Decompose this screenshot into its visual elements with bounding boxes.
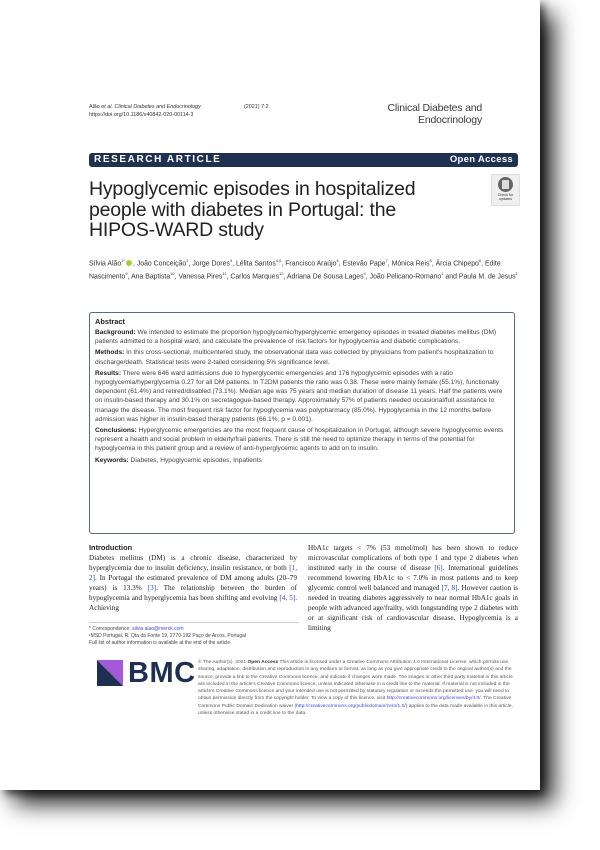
- correspondence-label: * Correspondence:: [89, 626, 133, 632]
- abstract-keywords: [95, 456, 509, 465]
- public-domain-link[interactable]: http://creativecommons.org/publicdomain/zero/1.0/: [296, 703, 406, 709]
- abstract-heading: Abstract: [95, 317, 125, 326]
- author-name[interactable]: Carlos Marques: [230, 273, 280, 281]
- section-label: Methods:: [95, 349, 125, 357]
- author-affiliation-number: 11: [222, 270, 227, 276]
- license-text: [198, 659, 520, 717]
- section-text: We intended to estimate the proportion hypoglycemic/hyperglycemic emergency episodes in treated diabetes mellitus (DM) patients admitted to a hospital ward, and calculate the prevalence of risk factors for hypoglycemia and diabetic complications.: [95, 329, 497, 346]
- affiliation: ¹MSD Portugal, R. Qta da Fonte 19, 2770-192 Paço de Arcos, Portugal: [89, 633, 247, 639]
- reference-link[interactable]: [4, 5]: [279, 594, 296, 602]
- abstract-methods: [95, 348, 509, 366]
- author-affiliation-number: 3: [229, 258, 233, 263]
- article-title: Hypoglycemic episodes in hospitalized people with diabetes in Portugal: the HIPOS-WARD study: [89, 178, 416, 241]
- author-and: and: [445, 273, 457, 281]
- author-name[interactable]: Edite Nascimento: [89, 260, 501, 281]
- author-affiliation-number: 7: [385, 258, 388, 263]
- author-affiliation-number: 2: [186, 258, 189, 263]
- body-text: . However caution is needed in treating diabetes aggressively to near normal HbA1c goals in people with advanced age/frailty, with longstanding type 2 diabetes with or at significant risk of cardiovascular disease. Hypoglycemia is a limiting: [308, 584, 518, 632]
- license-body: ) applies to the data made available in this article, unless otherwise stated in a credit line to the data.: [198, 703, 513, 717]
- author-name[interactable]: Ana Baptista: [131, 273, 171, 281]
- license-body: This article is licensed under a Creative Commons Attribution 4.0 International License, which permits use, sharing, adaptation, distribution and reproduction in any medium or format, as long as you give appropriate credit to the original author(s) and the source, provide a link to the Creative Commons licence, and indicate if changes were made. The images or other third party material in this article are included in the article's Creative Commons licence, unless indicated otherwise in a credit line to the material. If material is not included in the article's Creative Commons licence and your intended use is not permitted by statutory regulation or exceeds the permitted use, you will need to obtain permission directly from the copyright holder. To view a copy of this licence, visit: [198, 660, 513, 702]
- reference-link[interactable]: [3]: [147, 584, 157, 592]
- check-for-updates-label: [492, 193, 519, 201]
- author-affiliation-number: 10: [170, 270, 175, 276]
- intro-text: . In Portugal the estimated prevalence of DM among adults (20–79 years) is 13.3%: [89, 574, 297, 592]
- section-label: Results:: [95, 369, 122, 377]
- bmc-logo-square-icon: [97, 660, 123, 686]
- reference-link[interactable]: [1, 2]: [89, 564, 297, 582]
- check-for-label: Check for: [497, 193, 514, 197]
- correspondence-footnote: [89, 622, 299, 647]
- author-affiliation-number: 1*: [121, 258, 125, 263]
- intro-text: Diabetes mellitus (DM) is a chronic disease, characterized by hyperglycemia due to insulin deficiency, insulin resistance, or both: [89, 554, 297, 572]
- open-access-label: Open Access: [449, 154, 513, 165]
- section-text: In this cross-sectional, multicentered study, the observational data was collected by physicians from patient's hospitalization to discharge/death. Statistical tests were 2-tailed considering 5% significance level.: [95, 349, 494, 366]
- author-affiliation-number: 12: [279, 270, 284, 276]
- journal-name: [388, 103, 482, 126]
- orcid-icon[interactable]: [126, 260, 132, 266]
- author-name[interactable]: Mónica Reis: [391, 260, 430, 268]
- reference-link[interactable]: [7, 8]: [441, 584, 458, 592]
- copyright: © The Author(s). 2021: [198, 660, 248, 665]
- author-info-note: Full list of author information is available at the end of the article: [89, 640, 231, 646]
- author-affiliation-number: 1: [441, 270, 444, 276]
- introduction-heading: Introduction: [89, 543, 133, 552]
- section-text: Diabetes, Hypoglycemic episodes, Inpatients: [128, 456, 262, 464]
- citation-header: [89, 104, 201, 119]
- abstract-box: [89, 312, 515, 534]
- right-column: [308, 543, 518, 633]
- journal-name-line1: Clinical Diabetes and: [387, 102, 482, 114]
- open-access-bold: Open Access: [247, 660, 279, 665]
- body-text: HbA1c targets < 7% (53 mmol/mol) has been shown to reduce microvascular complications of both type 1 and type 2 diabetes when instituted early in the course of disease: [308, 544, 518, 572]
- year-volume: (2021) 7:2: [244, 104, 269, 110]
- section-label: Background:: [95, 329, 136, 336]
- section-text: There were 646 ward admissions due to hyperglycemic emergencies and 176 hypoglycemic episodes with a ratio hypoglycemia/hyperglycemia 0.27 for all DM patients. In T2DM patients the ratio was 0.38. These were mainly female (55.1%), functionally dependent (61.4%) and retired/disabled (73.1%). Median age was 75 years and median duration of disease 11 years. Half the patients were on insulin-based therapy and 30.1% on secretagogue-based therapy. Approximately 57% of patients needed occasional/full assistance to manage the disease. The most frequent risk factor for hypoglycemia was polypharmacy (85.0%). Hypoglycemia in the 12 months before admission was higher in insulin-based therapy patients (66.1%; p = 0.001).: [95, 369, 503, 423]
- author-name[interactable]: Paula M. de Jesus: [458, 273, 516, 281]
- author-name[interactable]: Estevão Pape: [342, 260, 386, 268]
- abstract-conclusions: [95, 426, 509, 454]
- abstract-results: [95, 369, 509, 424]
- reference-link[interactable]: [6]: [434, 564, 443, 572]
- author-affiliation-number: 4: [363, 270, 366, 276]
- author-affiliation-number: 6: [478, 258, 482, 263]
- check-for-updates-button[interactable]: [491, 174, 520, 206]
- author-name[interactable]: Lélita Santos: [235, 260, 276, 268]
- author-affiliation-number: 8: [429, 258, 432, 263]
- bmc-logo-text: BMC: [128, 657, 196, 689]
- author-name[interactable]: Árcia Chipepo: [435, 260, 479, 268]
- article-type: RESEARCH ARTICLE: [94, 154, 222, 165]
- section-label: Conclusions:: [95, 427, 137, 435]
- bookmark-circle-icon: [498, 177, 513, 192]
- author-affiliation-number: 6: [336, 258, 339, 263]
- abstract-background: [95, 328, 509, 346]
- author-name[interactable]: Jorge Dores: [192, 260, 230, 268]
- introduction-column: [89, 543, 297, 613]
- bmc-logo: [97, 657, 196, 689]
- author-name[interactable]: João Pelicano-Romano: [369, 273, 442, 281]
- author-name[interactable]: Sílvia Alão: [89, 260, 122, 268]
- author-name[interactable]: Francisco Araújo: [285, 260, 337, 268]
- author-list: Sílvia Alão$^{1*}$ , João Conceição$^2$, Jorge Dores$^3$, Lélita Santos$^{4,5}$, Francisco Araújo$^6$, Estevão Pape$^7$, Mónica Reis$^8$, Árcia Chipepo$^6$, Edite Nascimento$^9$, Ana Baptista$^{10}$, Vanessa Pires$^{11}$, Carlos Marques$^{12}$, Adriana De Sousa Lages$^4$, João Pelicano-Romano$^1$ and Paula M. de Jesus$^1$: [89, 258, 518, 281]
- intro-text: . The relationship between the burden of hypoglycemia and hyperglycemia has been shifting and evolving: [89, 584, 297, 602]
- license-link[interactable]: http://creativecommons.org/licenses/by/4.0/: [386, 696, 481, 702]
- license-body: . The Creative Commons Public Domain Dedication waiver (: [198, 696, 512, 709]
- author-affiliation-number: 4,5: [275, 258, 282, 263]
- body-text: . International guidelines recommend lowering HbA1c to < 7.0% in most patients and to keep glycemic control well balanced and managed: [308, 564, 518, 592]
- correspondence-email[interactable]: silvia.alao@merck.com: [132, 626, 184, 632]
- section-label: Keywords:: [95, 456, 129, 464]
- doi-link[interactable]: https://doi.org/10.1186/s40842-020-00114-3: [89, 111, 194, 118]
- author-name[interactable]: João Conceição: [136, 260, 187, 268]
- citation-journal: et al. Clinical Diabetes and Endocrinology: [101, 104, 201, 110]
- updates-label: updates: [499, 197, 512, 201]
- author-affiliation-number: 9: [125, 270, 128, 276]
- author-affiliation-number: 1: [515, 270, 518, 276]
- article-type-banner: [89, 153, 518, 167]
- intro-text: . Achieving: [89, 594, 297, 612]
- journal-name-line2: Endocrinology: [418, 113, 482, 126]
- citation-authors: Alão: [89, 104, 102, 110]
- section-text: Hyperglycemic emergencies are the most frequent cause of hospitalization in Portugal, although severe hypoglycemic events represent a health and social problem in elderly/frail patients. There is still the need to optimize therapy in terms of the potential for hypoglycemia in this patient group and a review of anti-hyperglycemic agents to add on to insulin.: [95, 427, 504, 453]
- author-name[interactable]: Adriana De Sousa Lages: [286, 273, 364, 281]
- introduction-paragraph: [89, 553, 297, 613]
- author-name[interactable]: Vanessa Pires: [178, 273, 223, 281]
